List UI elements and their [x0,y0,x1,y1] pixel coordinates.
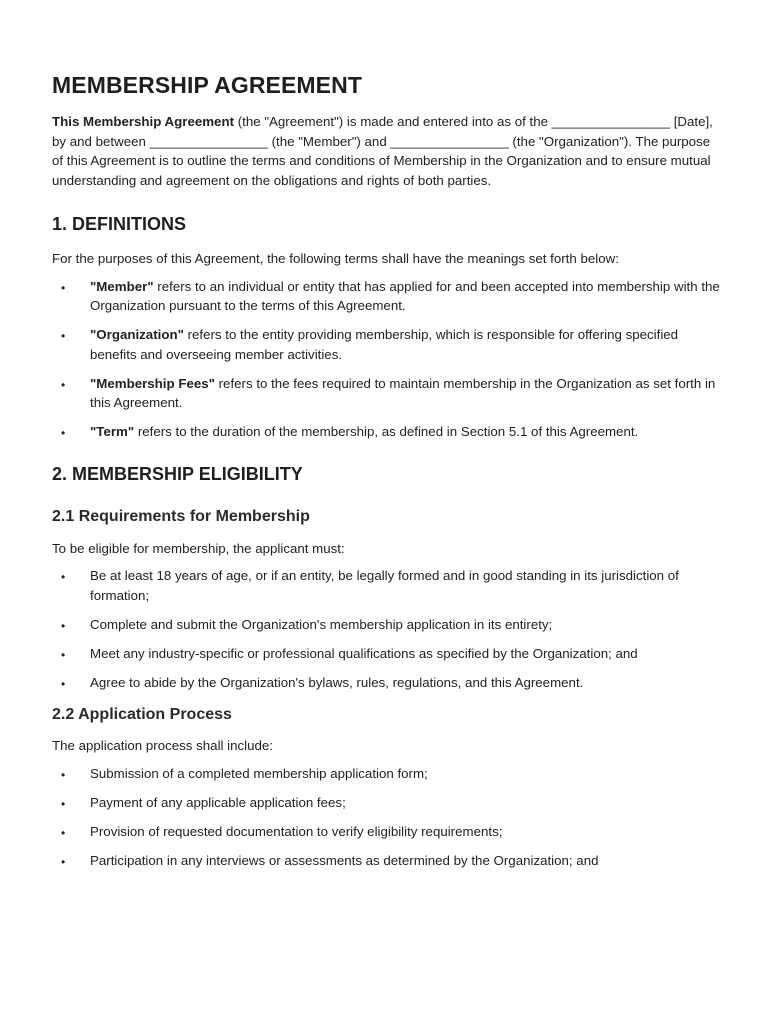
section-1-heading: 1. DEFINITIONS [52,214,187,234]
definition-term: "Member" [90,278,154,294]
intro-text: (the "Agreement") is made and entered into as of the ________________ [Date], by and between ________________ (the "Member") and ________________ (the "Organization"). The purpose of this Agreement is to outline the terms and conditions of Membership in the Organization and to ensure mutual understanding and agreement on the obligations and rights of both parties. [52,114,713,188]
list-item-text: Submission of a completed membership application form; [90,765,428,781]
list-item [52,325,722,364]
list-item [52,793,722,813]
definitions-list [52,277,722,442]
definition-text: refers to the duration of the membership, as defined in Section 5.1 of this Agreement. [134,424,639,439]
list-item [52,851,722,871]
section-2-1-lead: To be eligible for membership, the applicant must: [52,540,345,556]
list-item [52,764,722,784]
list-item-text: Payment of any applicable application fees; [90,794,346,810]
bullet-icon: • [61,767,66,782]
section-2-2-heading: 2.2 Application Process [52,706,232,723]
section-2-heading: 2. MEMBERSHIP ELIGIBILITY [52,463,303,484]
intro-bold-lead: This Membership Agreement [52,114,235,129]
list-item [52,422,722,442]
list-item-text: Be at least 18 years of age, or if an entity, be legally formed and in good standing in its jurisdiction of formation; [90,568,679,603]
definition-text: refers to an individual or entity that has applied for and been accepted into membership with the Organization pursuant to the terms of this Agreement. [90,278,720,313]
list-item-text: Agree to abide by the Organization's bylaws, rules, regulations, and this Agreement. [90,674,584,690]
definition-term: "Term" [90,424,135,439]
bullet-icon: • [61,796,66,811]
application-process-list [52,764,722,871]
list-item [52,615,722,635]
bullet-icon: • [61,647,66,662]
list-item-text: Provision of requested documentation to verify eligibility requirements; [90,823,503,839]
list-item-text: Meet any industry-specific or professional qualifications as specified by the Organization; and [90,645,638,661]
bullet-icon: • [61,676,66,691]
definition-text: refers to the fees required to maintain membership in the Organization as set forth in this Agreement. [90,375,716,410]
list-item-text: Complete and submit the Organization's membership application in its entirety; [90,616,553,632]
definition-term: "Membership Fees" [90,375,215,391]
list-item [52,673,722,693]
requirements-list [52,566,722,692]
bullet-icon: • [61,825,66,840]
section-2-1-heading: 2.1 Requirements for Membership [52,507,310,525]
list-item [52,566,722,605]
definition-text: refers to the entity providing membership, which is responsible for offering specified benefits and overseeing member activities. [90,327,679,362]
bullet-icon: • [61,618,66,633]
section-2-2-lead: The application process shall include: [52,738,274,753]
list-item [52,822,722,842]
list-item [52,644,722,664]
list-item [52,374,722,413]
list-item-text: Participation in any interviews or assessments as determined by the Organization; and [90,852,599,868]
bullet-icon: • [61,329,66,343]
intro-paragraph [52,112,722,190]
definition-term: "Organization" [90,327,184,342]
bullet-icon: • [61,377,66,392]
section-1-lead: For the purposes of this Agreement, the following terms shall have the meanings set forth below: [52,251,619,266]
document-page [52,70,722,880]
bullet-icon: • [61,426,66,440]
bullet-icon: • [61,280,66,295]
document-title: MEMBERSHIP AGREEMENT [52,72,362,98]
bullet-icon: • [61,570,66,584]
bullet-icon: • [61,854,66,869]
list-item [52,277,722,316]
